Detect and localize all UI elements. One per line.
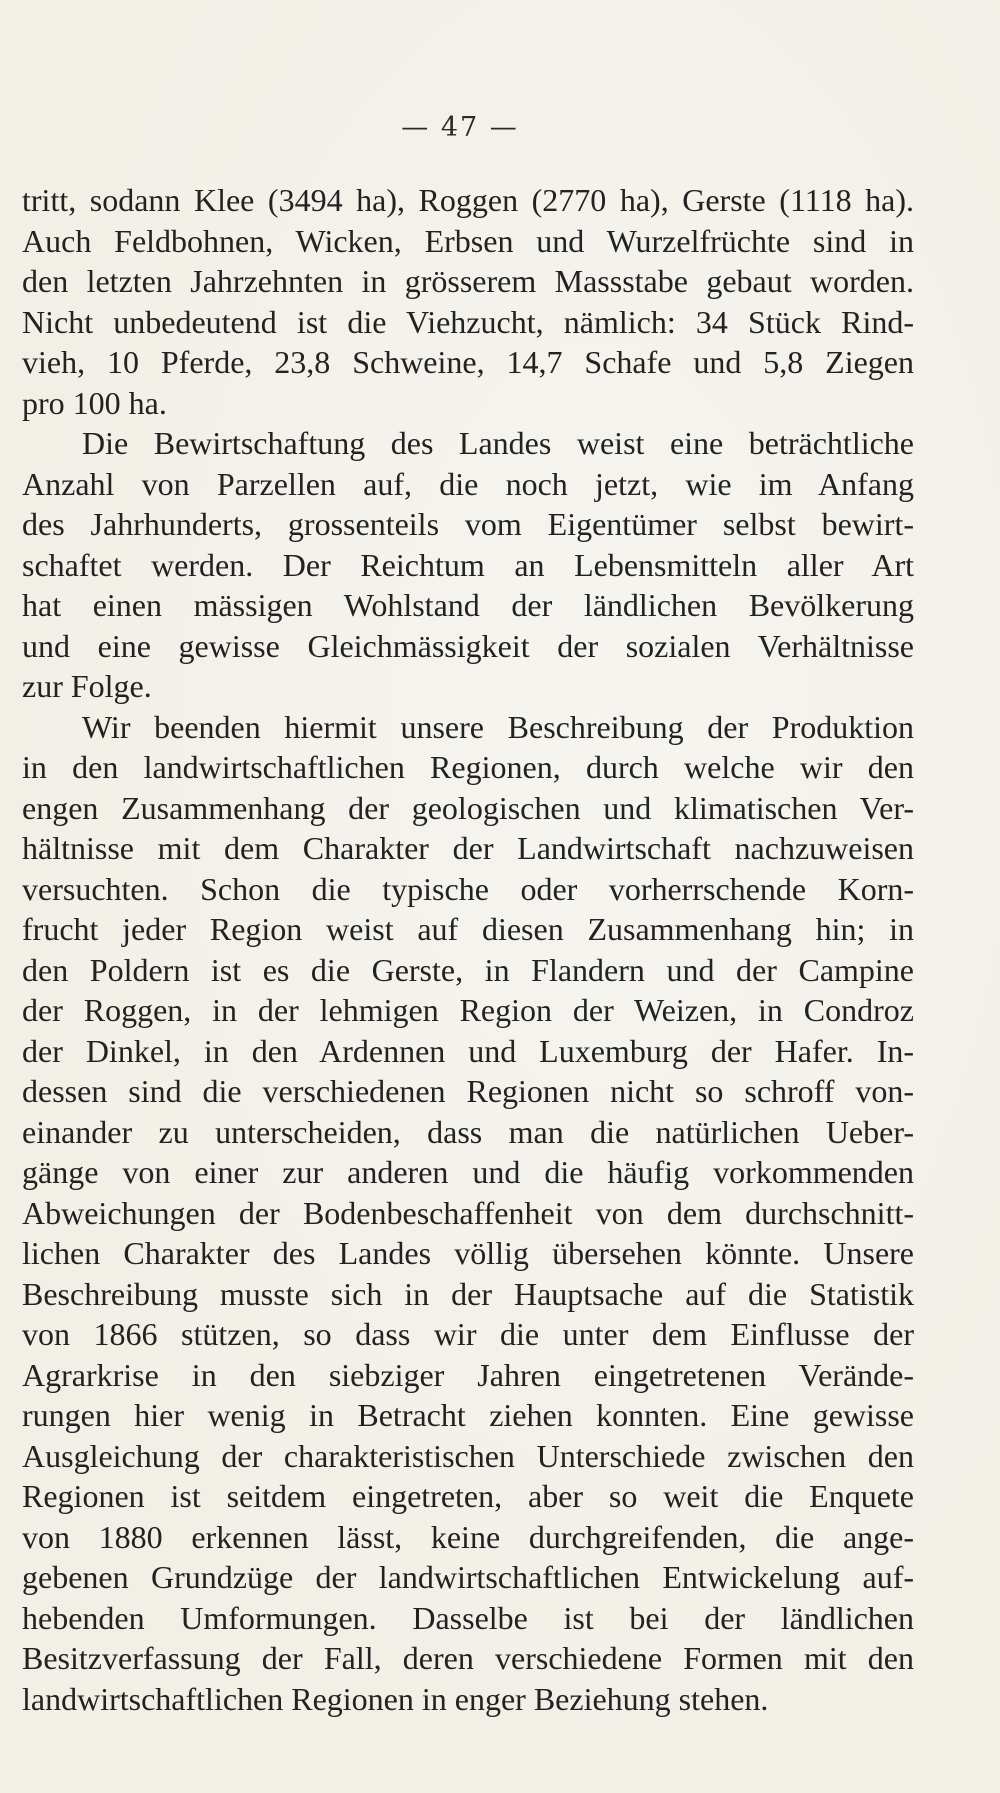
text-line: einander zu unterscheiden, dass man die natürlichen Ueber- — [22, 1113, 914, 1150]
text-line: der Roggen, in der lehmigen Region der Weizen, in Condroz — [22, 992, 914, 1028]
text-line: versuchten. Schon die typische oder vorherrschende Korn- — [22, 870, 914, 907]
text-line: den letzten Jahrzehnten in grösserem Massstabe gebaut worden. — [22, 263, 914, 299]
text-line: Beschreibung musste sich in der Hauptsache auf die Statistik — [22, 1275, 914, 1312]
text-line: Besitzverfassung der Fall, deren verschiedene Formen mit den — [22, 1640, 914, 1676]
text-line: des Jahrhunderts, grossenteils vom Eigentümer selbst bewirt- — [22, 506, 914, 542]
text-line: hat einen mässigen Wohlstand der ländlichen Bevölkerung — [22, 587, 914, 623]
text-line: frucht jeder Region weist auf diesen Zusammenhang hin; in — [22, 911, 914, 947]
text-line: engen Zusammenhang der geologischen und klimatischen Ver- — [22, 789, 914, 826]
body-text — [22, 180, 914, 1719]
text-line: Anzahl von Parzellen auf, die noch jetzt, wie im Anfang — [22, 465, 914, 502]
text-line: gänge von einer zur anderen und die häufig vorkommenden — [22, 1154, 914, 1190]
text-line: vieh, 10 Pferde, 23,8 Schweine, 14,7 Schafe und 5,8 Ziegen — [22, 344, 914, 380]
text-line: landwirtschaftlichen Regionen in enger Beziehung stehen. — [22, 1680, 769, 1717]
text-line: gebenen Grundzüge der landwirtschaftlichen Entwickelung auf- — [22, 1559, 914, 1595]
text-line: tritt, sodann Klee (3494 ha), Roggen (2770 ha), Gerste (1118 ha). — [22, 182, 914, 218]
text-line: schaftet werden. Der Reichtum an Lebensmitteln aller Art — [22, 546, 914, 583]
text-line: in den landwirtschaftlichen Regionen, durch welche wir den — [22, 749, 914, 785]
text-line: rungen hier wenig in Betracht ziehen konnten. Eine gewisse — [22, 1397, 914, 1433]
text-line: von 1880 erkennen lässt, keine durchgreifenden, die ange- — [22, 1518, 914, 1555]
text-line: Wir beenden hiermit unsere Beschreibung der Produktion — [82, 708, 914, 745]
page-number: — 47 — — [401, 112, 519, 143]
text-line: Agrarkrise in den siebziger Jahren eingetretenen Verände- — [22, 1356, 914, 1393]
text-line: Ausgleichung der charakteristischen Unterschiede zwischen den — [22, 1437, 914, 1474]
text-line: zur Folge. — [22, 668, 152, 704]
text-line: von 1866 stützen, so dass wir die unter dem Einflusse der — [22, 1316, 914, 1352]
text-line: dessen sind die verschiedenen Regionen nicht so schroff von- — [22, 1073, 914, 1109]
text-line: Nicht unbedeutend ist die Viehzucht, nämlich: 34 Stück Rind- — [22, 303, 914, 340]
text-line: der Dinkel, in den Ardennen und Luxemburg der Hafer. In- — [22, 1032, 914, 1069]
text-line: und eine gewisse Gleichmässigkeit der sozialen Verhältnisse — [22, 627, 914, 664]
text-line: Auch Feldbohnen, Wicken, Erbsen und Wurzelfrüchte sind in — [22, 222, 914, 259]
text-line: Abweichungen der Bodenbeschaffenheit von dem durchschnitt- — [22, 1194, 914, 1231]
text-line: hältnisse mit dem Charakter der Landwirtschaft nachzuweisen — [22, 830, 914, 866]
text-line: lichen Charakter des Landes völlig übersehen könnte. Unsere — [22, 1235, 914, 1271]
text-line: hebenden Umformungen. Dasselbe ist bei der ländlichen — [22, 1599, 914, 1636]
text-line: Die Bewirtschaftung des Landes weist eine beträchtliche — [82, 425, 914, 461]
text-line: den Poldern ist es die Gerste, in Flandern und der Campine — [22, 951, 914, 988]
text-line: pro 100 ha. — [22, 384, 167, 421]
text-line: Regionen ist seitdem eingetreten, aber so weit die Enquete — [22, 1478, 914, 1514]
